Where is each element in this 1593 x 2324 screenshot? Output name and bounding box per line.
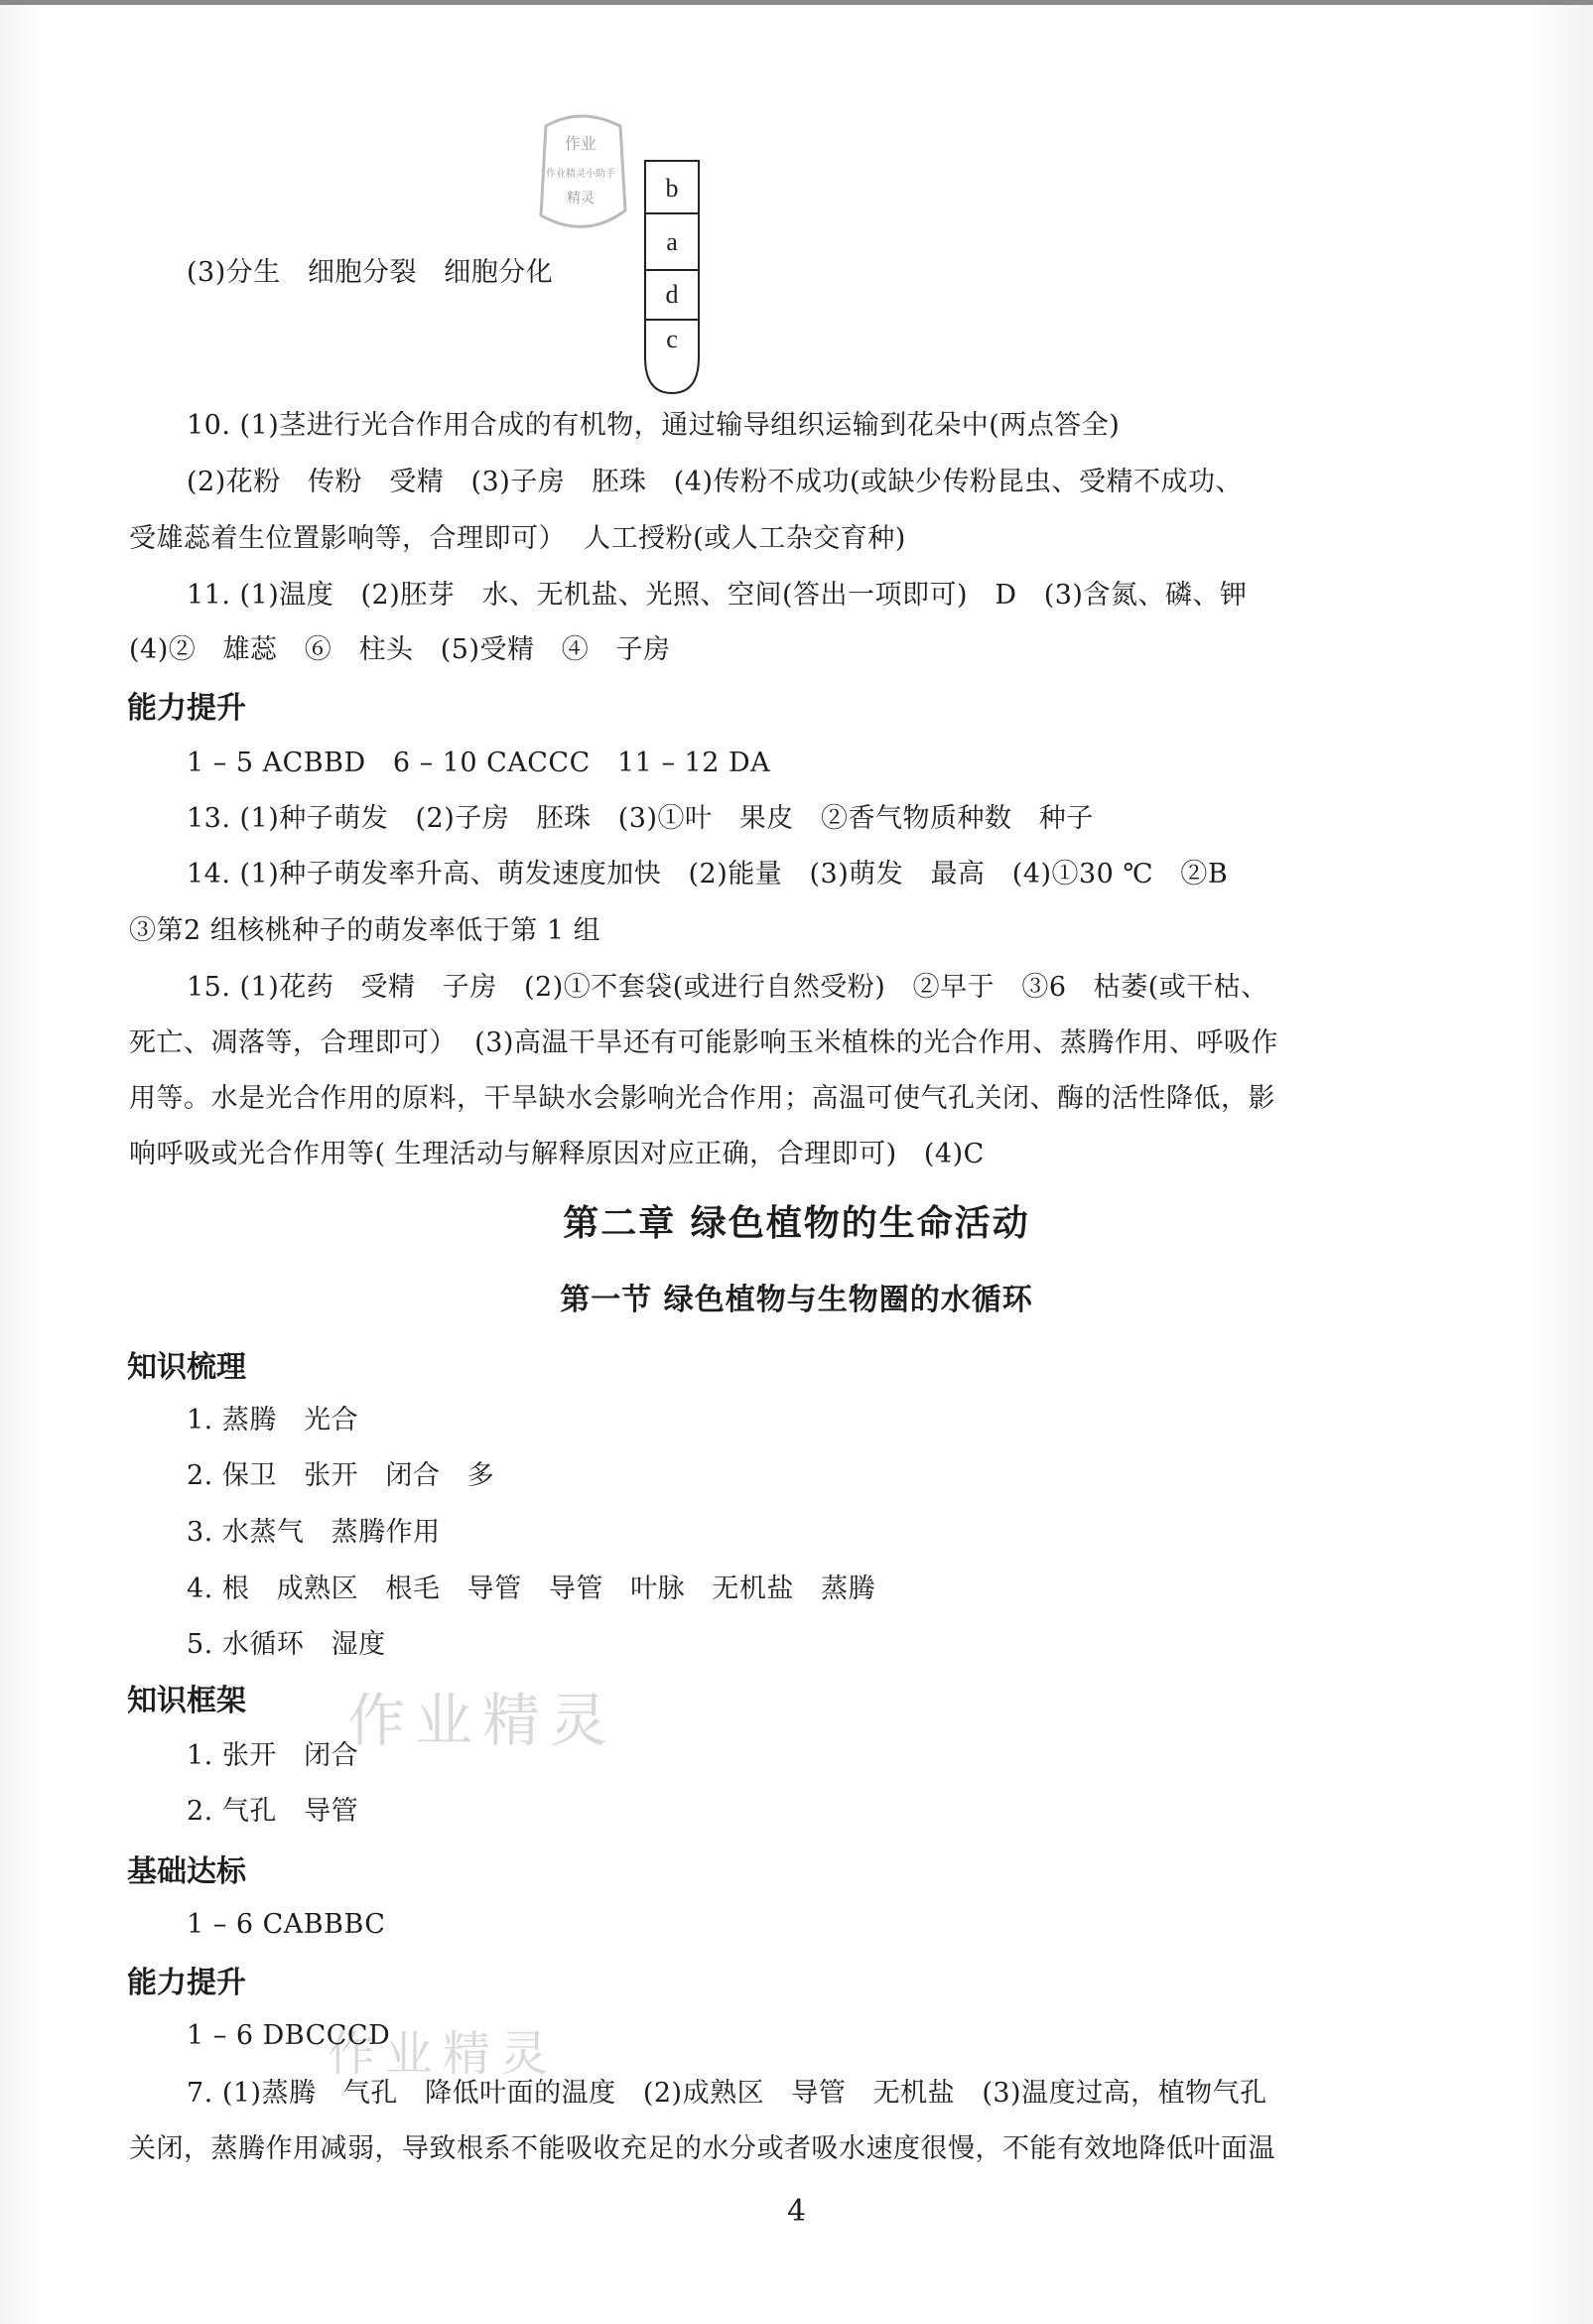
answer-15-4: 响呼吸或光合作用等( 生理活动与解释原因对应正确，合理即可) (4)C: [129, 1139, 985, 1169]
basic-answer: 1 – 6 CABBBC: [187, 1909, 386, 1940]
stamp-bottom-text: 精灵: [567, 191, 595, 206]
framework-item-2: 2. 气孔 导管: [187, 1796, 359, 1827]
knowledge-item-3: 3. 水蒸气 蒸腾作用: [187, 1517, 441, 1548]
answer-10-1: 10. (1)茎进行光合作用合成的有机物，通过输导组织运输到花朵中(两点答全): [187, 410, 1121, 441]
stamp-middle-text: 作业精灵小助手: [546, 169, 615, 180]
heading-ability-1: 能力提升: [127, 691, 246, 726]
answer-9-3: (3)分生 细胞分裂 细胞分化: [187, 257, 554, 288]
heading-knowledge: 知识梳理: [127, 1350, 246, 1385]
tube-label-c: c: [666, 325, 678, 353]
knowledge-item-1: 1. 蒸腾 光合: [187, 1405, 359, 1435]
knowledge-item-5: 5. 水循环 湿度: [187, 1629, 386, 1660]
answer-11-2: (4)② 雄蕊 ⑥ 柱头 (5)受精 ④ 子房: [129, 634, 671, 665]
stamp-top-text: 作业: [564, 134, 597, 153]
ability-answer-1: 1 – 6 DBCCCD: [187, 2020, 391, 2051]
chapter-title: 第二章 绿色植物的生命活动: [563, 1203, 1030, 1244]
answer-15-1: 15. (1)花药 受精 子房 (2)①不套袋(或进行自然受粉) ②早于 ③6 枯萎(或干枯、: [187, 972, 1268, 1003]
answer-15-2: 死亡、凋落等，合理即可） (3)高温干旱还有可能影响玉米植株的光合作用、蒸腾作用、呼吸作: [129, 1027, 1278, 1058]
knowledge-item-2: 2. 保卫 张开 闭合 多: [187, 1460, 495, 1491]
tube-label-b: b: [665, 174, 679, 203]
ability-answer-7-1: 7. (1)蒸腾 气孔 降低叶面的温度 (2)成熟区 导管 无机盐 (3)温度过高，植物气孔: [187, 2078, 1267, 2109]
answer-10-2: (2)花粉 传粉 受精 (3)子房 胚珠 (4)传粉不成功(或缺少传粉昆虫、受精不成功、: [187, 467, 1244, 497]
answer-10-3: 受雄蕊着生位置影响等，合理即可） 人工授粉(或人工杂交育种): [129, 523, 906, 554]
heading-basic: 基础达标: [127, 1854, 246, 1889]
answer-11-1: 11. (1)温度 (2)胚芽 水、无机盐、光照、空间(答出一项即可) D (3)含氮、磷、钾: [187, 580, 1248, 611]
knowledge-item-4: 4. 根 成熟区 根毛 导管 导管 叶脉 无机盐 蒸腾: [187, 1573, 876, 1604]
watermark-1: 作业精灵: [347, 1687, 618, 1754]
test-tube-diagram: [641, 159, 703, 397]
answer-15-3: 用等。水是光合作用的原料，干旱缺水会影响光合作用；高温可使气孔关闭、酶的活性降低，影: [129, 1083, 1275, 1114]
answer-mc-1-12: 1 – 5 ACBBD 6 – 10 CACCC 11 – 12 DA: [187, 748, 771, 778]
section-title: 第一节 绿色植物与生物圈的水循环: [560, 1283, 1033, 1317]
stamp-logo: [526, 111, 635, 240]
answer-13: 13. (1)种子萌发 (2)子房 胚珠 (3)①叶 果皮 ②香气物质种数 种子: [187, 803, 1094, 834]
heading-framework: 知识框架: [127, 1684, 246, 1718]
tube-label-d: d: [665, 280, 679, 309]
answer-14-1: 14. (1)种子萌发率升高、萌发速度加快 (2)能量 (3)萌发 最高 (4)①30 ℃ ②B: [187, 859, 1229, 889]
framework-item-1: 1. 张开 闭合: [187, 1740, 359, 1771]
top-border: [0, 0, 1593, 5]
page-number: 4: [786, 2194, 807, 2229]
watermark-2: 作业精灵: [328, 2026, 559, 2082]
heading-ability-2: 能力提升: [127, 1966, 246, 2000]
tube-label-a: a: [666, 227, 678, 256]
answer-14-2: ③第2 组核桃种子的萌发率低于第 1 组: [129, 915, 601, 946]
ability-answer-7-2: 关闭，蒸腾作用减弱，导致根系不能吸收充足的水分或者吸水速度很慢，不能有效地降低叶面温: [129, 2133, 1275, 2164]
